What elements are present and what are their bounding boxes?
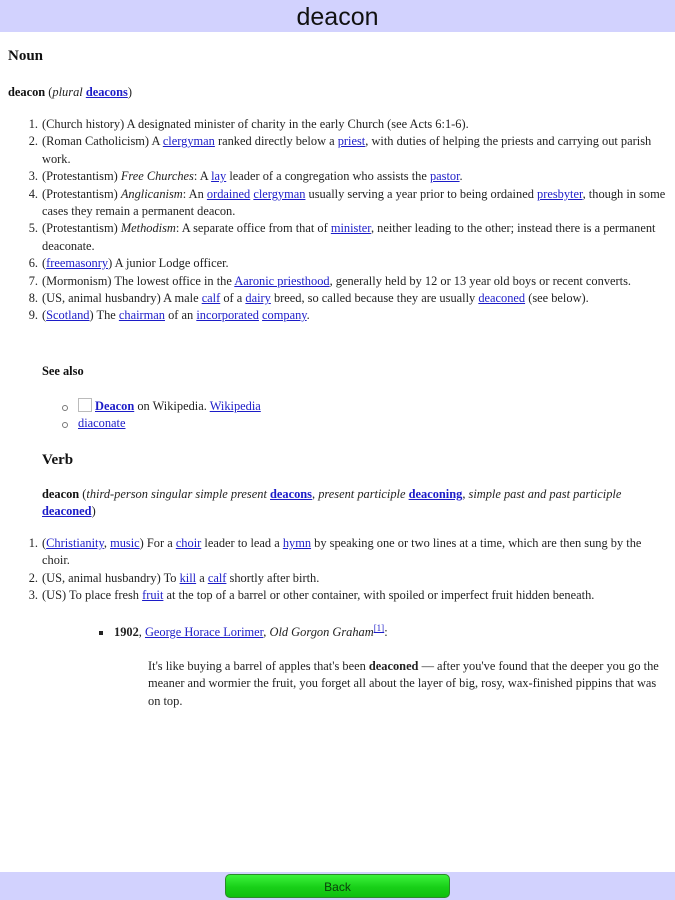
wikipedia-logo-icon bbox=[78, 398, 92, 412]
sense-number: 1. bbox=[28, 117, 38, 131]
verb-senses-list bbox=[28, 535, 667, 605]
sense-text: , neither leading to the other; instead there is a permanent deaconate. bbox=[42, 221, 656, 253]
sense-text: (US, animal husbandry) A male bbox=[42, 291, 202, 306]
wiki-text: on Wikipedia. bbox=[134, 399, 207, 413]
term-link[interactable]: clergyman bbox=[253, 186, 306, 201]
definition-content[interactable] bbox=[0, 32, 675, 872]
term-link[interactable]: clergyman bbox=[162, 134, 215, 149]
sense-number: 4. bbox=[28, 186, 38, 201]
context-label: Anglicanism bbox=[120, 186, 183, 201]
verb-heading: Verb bbox=[42, 452, 74, 468]
sense-text: : A separate office from that of bbox=[175, 221, 331, 236]
verb-forms-label-1: third-person singular simple present bbox=[86, 487, 267, 501]
sense-text: ranked directly below a bbox=[214, 134, 338, 149]
plural-label: plural bbox=[52, 85, 83, 99]
sense-number: 5. bbox=[28, 221, 38, 236]
bullet-circle-icon bbox=[62, 422, 68, 428]
verb-form-link-2[interactable]: deaconing bbox=[408, 487, 463, 501]
sense-text: leader of a congregation who assists the bbox=[226, 169, 430, 184]
term-link[interactable]: choir bbox=[175, 536, 202, 550]
term-link[interactable]: hymn bbox=[282, 536, 312, 550]
term-link[interactable]: music bbox=[110, 536, 140, 550]
quote-author-link[interactable]: George Horace Lorimer bbox=[144, 625, 264, 639]
noun-headword: deacon bbox=[8, 85, 46, 99]
see-also-item bbox=[62, 415, 261, 432]
term-link[interactable]: Scotland bbox=[46, 308, 90, 323]
sense-text: leader to lead a bbox=[201, 536, 283, 550]
sense-text: , generally held by 12 or 13 year old boys or recent converts. bbox=[329, 273, 632, 288]
quote-work: Old Gorgon Graham bbox=[269, 625, 374, 639]
sense-item bbox=[28, 168, 667, 185]
sense-number: 2. bbox=[28, 570, 38, 585]
sense-number: 7. bbox=[28, 273, 38, 288]
term-link[interactable]: incorporated bbox=[196, 308, 259, 323]
term-link[interactable]: pastor bbox=[429, 169, 460, 184]
quote-text-before: It's like buying a barrel of apples that's been bbox=[148, 659, 369, 673]
term-link[interactable]: freemasonry bbox=[46, 256, 109, 271]
sense-item bbox=[28, 186, 667, 221]
noun-heading: Noun bbox=[8, 48, 44, 64]
sense-text: , with duties of helping the priests and carrying out parish work. bbox=[42, 134, 652, 166]
quote-text-bold: deaconed bbox=[368, 659, 419, 673]
sense-text: . bbox=[306, 308, 310, 323]
sense-text: (Protestantism) bbox=[42, 186, 121, 201]
term-link[interactable]: presbyter bbox=[537, 186, 583, 201]
quote-year: 1902 bbox=[114, 625, 139, 639]
sense-item bbox=[28, 535, 667, 570]
term-link[interactable]: deaconed bbox=[478, 291, 526, 306]
term-link[interactable]: lay bbox=[211, 169, 227, 184]
term-link[interactable]: calf bbox=[207, 570, 227, 585]
noun-headword-line: deacon (plural deacons) bbox=[8, 85, 132, 99]
sense-text: (Mormonism) The lowest office in the bbox=[42, 273, 235, 288]
sense-text: (Church history) A designated minister of charity in the early Church (see Acts 6:1-6). bbox=[42, 117, 469, 131]
sense-text: , bbox=[103, 536, 111, 550]
sense-item bbox=[28, 255, 667, 272]
title-bar bbox=[0, 0, 675, 32]
see-also-item bbox=[62, 398, 261, 415]
sense-item bbox=[28, 220, 667, 255]
sense-text: . bbox=[459, 169, 463, 184]
term-link[interactable]: fruit bbox=[142, 588, 164, 603]
sense-text: ) For a bbox=[139, 536, 176, 550]
sense-item bbox=[28, 307, 667, 324]
term-link[interactable]: Aaronic priesthood bbox=[234, 273, 330, 288]
sense-text: by speaking one or two lines at a time, which are then sung by the choir. bbox=[42, 536, 642, 568]
sense-number: 3. bbox=[28, 588, 38, 603]
quotation-text bbox=[148, 658, 668, 710]
sense-text: (see below). bbox=[525, 291, 589, 306]
sense-text: (Protestantism) bbox=[42, 221, 121, 236]
sense-text: usually serving a year prior to being ordained bbox=[305, 186, 537, 201]
verb-forms-label-2: present participle bbox=[318, 487, 406, 501]
sense-number: 3. bbox=[28, 169, 38, 184]
term-link[interactable]: chairman bbox=[118, 308, 165, 323]
see-also-list bbox=[62, 398, 261, 433]
diaconate-link[interactable]: diaconate bbox=[78, 416, 126, 431]
sense-text: ( bbox=[42, 536, 47, 550]
sense-text: (Roman Catholicism) A bbox=[42, 134, 163, 149]
page-title: deacon bbox=[296, 3, 379, 31]
term-link[interactable]: kill bbox=[179, 570, 197, 585]
sense-text: : A bbox=[193, 169, 212, 184]
sense-text: breed, so called because they are usually bbox=[270, 291, 479, 306]
sense-number: 8. bbox=[28, 291, 38, 306]
sense-text: of a bbox=[220, 291, 246, 306]
reference-link[interactable]: [1] bbox=[373, 623, 385, 633]
noun-senses-list bbox=[28, 116, 667, 325]
bullet-circle-icon bbox=[62, 405, 68, 411]
sense-item bbox=[28, 116, 667, 133]
verb-form-link-1[interactable]: deacons bbox=[270, 487, 312, 501]
sense-number: 6. bbox=[28, 256, 38, 271]
plural-link[interactable]: deacons bbox=[85, 85, 128, 99]
sense-item bbox=[28, 133, 667, 168]
sense-text: shortly after birth. bbox=[226, 570, 320, 585]
term-link[interactable]: ordained bbox=[206, 186, 251, 201]
term-link[interactable]: dairy bbox=[245, 291, 271, 306]
sense-text: (US, animal husbandry) To bbox=[42, 570, 180, 585]
context-label: Free Churches bbox=[120, 169, 194, 184]
sense-text: ( bbox=[42, 256, 47, 271]
see-also-heading: See also bbox=[42, 364, 84, 378]
sense-text: (US) To place fresh bbox=[42, 588, 143, 603]
sense-item bbox=[28, 290, 667, 307]
context-label: Methodism bbox=[120, 221, 176, 236]
quote-text-after: — after you've found that the deeper you go the meaner and wormier the fruit, you forget all about the layer of big, rosy, wax-finished pippins that was on top. bbox=[148, 659, 659, 708]
sense-text: (Protestantism) bbox=[42, 169, 121, 184]
wikipedia-deacon-link[interactable]: Deacon bbox=[95, 399, 135, 413]
sense-item bbox=[28, 587, 667, 604]
verb-headword: deacon bbox=[42, 487, 80, 501]
sense-text: of an bbox=[165, 308, 197, 323]
term-link[interactable]: company bbox=[262, 308, 307, 323]
sense-item bbox=[28, 570, 667, 587]
sense-text: : An bbox=[182, 186, 207, 201]
sense-number: 2. bbox=[28, 134, 38, 149]
sense-number: 9. bbox=[28, 308, 38, 323]
wikipedia-link[interactable]: Wikipedia bbox=[209, 399, 261, 413]
back-button[interactable]: Back bbox=[225, 874, 450, 898]
verb-headword-line: deacon (third-person singular simple present deacons, present participle deaconing, simple past and past participle deaconed) bbox=[42, 487, 622, 519]
sense-text: a bbox=[196, 570, 208, 585]
term-link[interactable]: calf bbox=[201, 291, 221, 306]
bottom-bar bbox=[0, 872, 675, 900]
term-link[interactable]: minister bbox=[330, 221, 371, 236]
sense-item bbox=[28, 273, 667, 290]
verb-form-link-3[interactable]: deaconed bbox=[42, 504, 92, 519]
sense-text: , though in some cases they remain a permanent deacon. bbox=[42, 186, 666, 219]
sense-number: 1. bbox=[28, 536, 38, 550]
sense-text: ) The bbox=[89, 308, 119, 323]
sense-text: ( bbox=[42, 308, 47, 323]
verb-forms-label-3: simple past and past participle bbox=[468, 487, 622, 501]
bullet-square-icon bbox=[99, 631, 103, 635]
term-link[interactable]: Christianity bbox=[46, 536, 104, 550]
sense-text: at the top of a barrel or other container, with spoiled or imperfect fruit hidden beneath. bbox=[163, 588, 595, 603]
sense-text: ) A junior Lodge officer. bbox=[108, 256, 229, 271]
quotation-citation: 1902, George Horace Lorimer, Old Gorgon Graham[1]: bbox=[114, 624, 388, 641]
term-link[interactable]: priest bbox=[337, 134, 366, 149]
